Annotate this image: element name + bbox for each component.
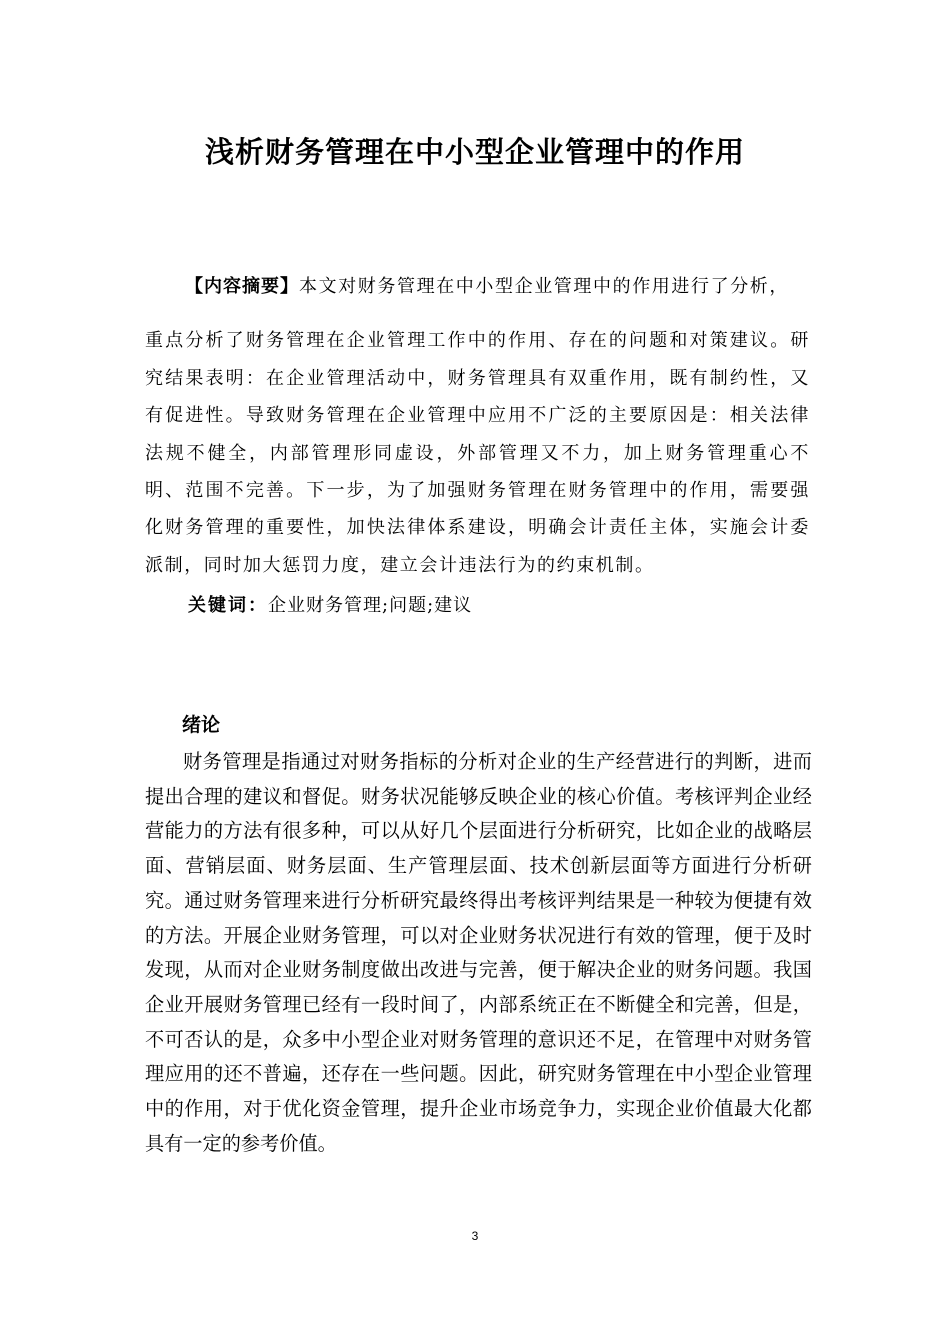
keywords-value: 企业财务管理;问题;建议 [268, 595, 473, 616]
section-heading: 绪论 [182, 714, 221, 736]
abstract-first-line [145, 268, 810, 305]
abstract-text: 重点分析了财务管理在企业管理工作中的作用、存在的问题和对策建议。研究结果表明：在企业管理活动中，财务管理具有双重作用，既有制约性，又有促进性。导致财务管理在企业管理中应用不广泛的主要原因是：相关法律法规不健全，内部管理形同虚设，外部管理又不力，加上财务管理重心不明、范围不完善。下一步，为了加强财务管理在财务管理中的作用，需要强化财务管理的重要性，加快法律体系建设，明确会计责任主体，实施会计委派制，同时加大惩罚力度，建立会计违法行为的约束机制。 [145, 330, 810, 576]
document-title: 浅析财务管理在中小型企业管理中的作用 [204, 135, 745, 169]
abstract-label: 【内容摘要】 [185, 276, 299, 297]
section-body-paragraph: 财务管理是指通过对财务指标的分析对企业的生产经营进行的判断，进而提出合理的建议和督促。财务状况能够反映企业的核心价值。考核评判企业经营能力的方法有很多种，可以从好几个层面进行分析研究，比如企业的战略层面、营销层面、财务层面、生产管理层面、技术创新层面等方面进行分析研究。通过财务管理来进行分析研究最终得出考核评判结果是一种较为便捷有效的方法。开展企业财务管理，可以对企业财务状况进行有效的管理，便于及时发现，从而对企业财务制度做出改进与完善，便于解决企业的财务问题。我国企业开展财务管理已经有一段时间了，内部系统正在不断健全和完善，但是，不可否认的是，众多中小型企业对财务管理的意识还不足，在管理中对财务管理应用的还不普遍，还存在一些问题。因此，研究财务管理在中小型企业管理中的作用，对于优化资金管理，提升企业市场竞争力，实现企业价值最大化都具有一定的参考价值。 [145, 750, 812, 1155]
keywords-line [188, 590, 472, 622]
page-number: 3 [471, 1229, 479, 1243]
abstract-paragraph [145, 268, 810, 584]
abstract-first-line-text: 本文对财务管理在中小型企业管理中的作用进行了分析， [299, 276, 789, 297]
keywords-label: 关键词： [188, 595, 268, 616]
